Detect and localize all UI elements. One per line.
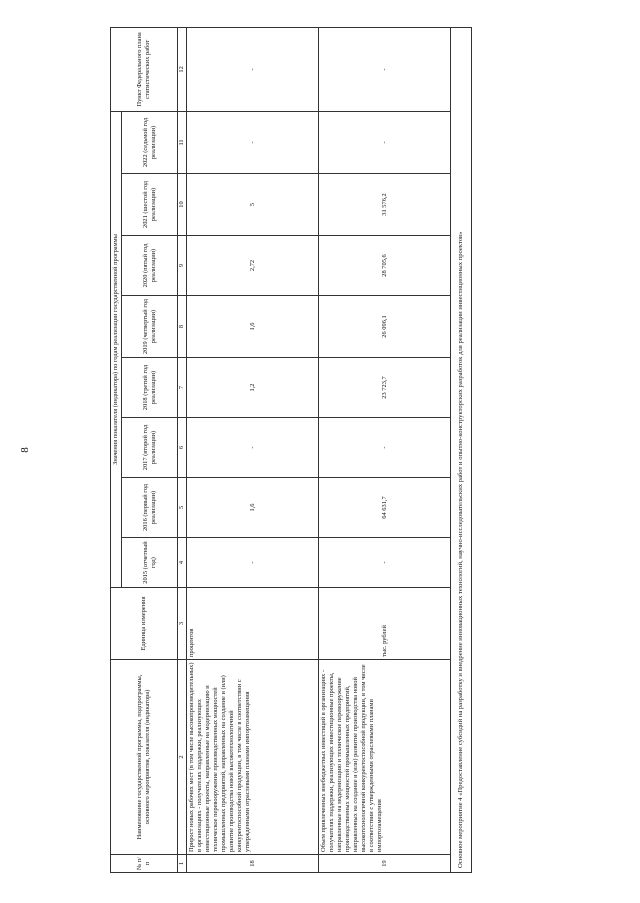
row-name: Объем привлеченных внебюджетных инвестиций в организациях - получателях поддержки, реализующих инвестиционные проекты, направленные на модернизацию и техническое перевооружение производственных мощностей промышленных предприятий, направленных на создание и (или) развитие производства новой высокотехнологичной конкурентоспособной продукции, в том числе в соответствии с утвержденными отраслевыми планами импортозамещения	[319, 660, 451, 855]
value-2021: 31 576,2	[319, 174, 451, 236]
value-2015: -	[187, 538, 319, 588]
value-2018: 1,2	[187, 358, 319, 418]
col-number: 11	[178, 111, 187, 173]
col-number: 8	[178, 296, 187, 358]
header-unit: Единица измерения	[111, 588, 178, 660]
col-number: 3	[178, 588, 187, 660]
main-activity-title: Основное мероприятие 4 «Предоставление субсидий на разработку и внедрение инновационных технологий, научно-исследовательских работ и опытно-конструкторских разработок для реализации инвестиционных проектов»	[451, 27, 472, 872]
col-number: 2	[178, 660, 187, 855]
value-2016: 64 631,7	[319, 478, 451, 538]
header-no: № п/п	[111, 855, 178, 873]
value-2021: 5	[187, 174, 319, 236]
header-2022: 2022 (седьмой год реализации)	[122, 111, 178, 173]
col-number: 12	[178, 27, 187, 111]
header-2015: 2015 (отчетный год)	[122, 538, 178, 588]
row-unit: тыс. рублей	[319, 588, 451, 660]
value-2018: 23 723,7	[319, 358, 451, 418]
table-row	[319, 27, 451, 872]
value-2019: 1,6	[187, 296, 319, 358]
page-number: 8	[18, 447, 31, 453]
value-2017: -	[319, 418, 451, 478]
value-2022: -	[319, 111, 451, 173]
col-number: 6	[178, 418, 187, 478]
col-number: 5	[178, 478, 187, 538]
value-2019: 26 096,1	[319, 296, 451, 358]
col-number: 7	[178, 358, 187, 418]
col-number: 10	[178, 174, 187, 236]
plan-point: -	[319, 27, 451, 111]
rotated-table-sheet	[110, 28, 466, 873]
col-number: 9	[178, 236, 187, 296]
col-number: 1	[178, 855, 187, 873]
header-2020: 2020 (пятый год реализации)	[122, 236, 178, 296]
indicators-table	[110, 27, 472, 873]
header-2018: 2018 (третий год реализации)	[122, 358, 178, 418]
header-plan: Пункт Федерального плана статистических работ	[111, 27, 178, 111]
header-name: Наименование государственной программы, подпрограммы, основного мероприятия, показателя (индикатора)	[111, 660, 178, 855]
value-2015: -	[319, 538, 451, 588]
value-2020: 2,72	[187, 236, 319, 296]
header-2019: 2019 (четвертый год реализации)	[122, 296, 178, 358]
row-no: 19	[319, 855, 451, 873]
row-unit: процентов	[187, 588, 319, 660]
header-2016: 2016 (первый год реализации)	[122, 478, 178, 538]
column-numbering-row	[178, 27, 187, 872]
section-footer-row	[451, 27, 472, 872]
plan-point: -	[187, 27, 319, 111]
header-values-group: Значения показателя (индикатора) по годам реализации государственной программы	[111, 111, 122, 587]
value-2020: 28 705,6	[319, 236, 451, 296]
table-row	[187, 27, 319, 872]
value-2022: -	[187, 111, 319, 173]
value-2017: -	[187, 418, 319, 478]
col-number: 4	[178, 538, 187, 588]
row-no: 18	[187, 855, 319, 873]
header-2021: 2021 (шестой год реализации)	[122, 174, 178, 236]
row-name: Прирост новых рабочих мест (в том числе высокопроизводительных) в организациях - получателях поддержки, реализующих инвестиционные проекты, направленные на модернизацию и техническое перевооружение производственных мощностей промышленных предприятий, направленных на создание и (или) развитие производства новой высокотехнологичной конкурентоспособной продукции, в том числе в соответствии с утвержденными отраслевыми планами импортозамещения	[187, 660, 319, 855]
value-2016: 1,6	[187, 478, 319, 538]
header-2017: 2017 (второй год реализации)	[122, 418, 178, 478]
